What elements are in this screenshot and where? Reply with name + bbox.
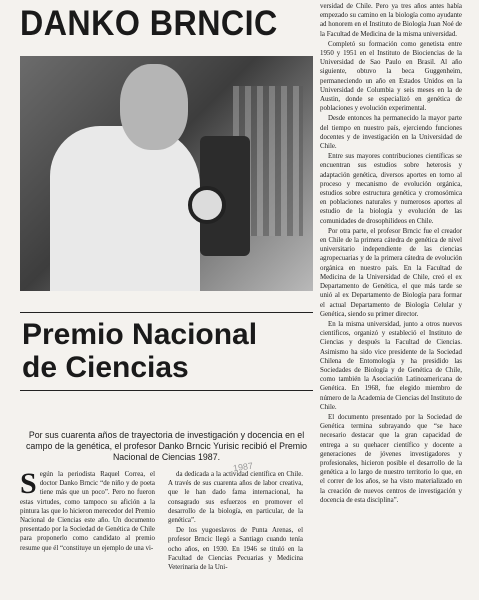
paragraph: De los yugoeslavos de Punta Arenas, el profesor Brncic llegó a Santiago cuando tenía ocho años, en 1930. En 1946 se tituló en la Facultad de Ciencias Pecuarias y Medicina Veterinaria de la Uni- — [168, 527, 303, 572]
paragraph: versidad de Chile. Pero ya tres años antes había empezado su camino en la biología como ayudante ad honorem en el Instituto de Biología Juan Noé de la Facultad de Medicina de la misma universidad. — [320, 3, 462, 38]
divider-bottom — [20, 390, 313, 391]
portrait-photo — [20, 56, 313, 291]
article-headline: DANKO BRNCIC — [20, 4, 278, 43]
paragraph: Entre sus mayores contribuciones científicas se encuentran sus estudios sobre heterosis y adaptación genética, diversos aportes en torno al proceso y mecanismo de evolución orgánica, estudios sobre estructura genética y cromosómica en poblaciones naturales y numerosos aportes al estudio de la biología y evolución de las comunidades de drosophilideos en Chile. — [320, 153, 462, 225]
paragraph: Completó su formación como genetista entre 1950 y 1951 en el Instituto de Biociencias de la Universidad de Sao Paulo en Brasil. Al año siguiente, obtuvo la beca Guggenheim, permaneciendo un año en Estados Unidos en la Universidad de Columbia y seis meses en la de Austin, donde se especializó en genética de poblaciones y evolución experimental. — [320, 40, 462, 113]
paragraph: egún la periodista Raquel Correa, el doctor Danko Brncic “de niño y de poeta tiene más que un poco”. Pero no fueron estas virtudes, como tampoco su afición a la pintura las que lo hicieron merecedor del Premio Nacional de Ciencias este año. Un documento presentado por la Sociedad de Genética de Chile para proponerlo como candidato al premio resume que él “constituye un ejemplo de una vi- — [20, 471, 155, 552]
lab-coat-shape — [50, 126, 200, 291]
article-column-2 — [168, 470, 303, 572]
article-dek: Por sus cuarenta años de trayectoria de investigación y docencia en el campo de la genética, el profesor Danko Brncic Yurisic recibió el Premio Nacional de Ciencias 1987. — [26, 430, 307, 462]
microscope-lens-shape — [188, 186, 226, 224]
handwritten-note: 1987 — [232, 460, 254, 474]
paragraph: Por otra parte, el profesor Brncic fue el creador en Chile de la primera cátedra de genética de nivel universitario independiente de las ciencias agropecuarias y de la primera cátedra de evolución orgánica en nuestro país. En la Facultad de Medicina de la Universidad de Chile, creó el ex Departamento de Genética, el que más tarde se unió al ex Departamento de Biología para formar el actual Departamento de Biología Celular y Genética, siendo su primer director. — [320, 227, 462, 318]
article-column-1 — [20, 467, 155, 553]
paragraph: El documento presentado por la Sociedad de Genética termina subrayando que “se hace necesario destacar que la gran capacidad de entrega a su quehacer científico y docente a generaciones de jóvenes investigadores y profesionales, hicieron posible el desarrollo de la genética a lo largo de nuestro territorio lo que, en el correr de los años, se ha visto materializado en la creación de nuevos centros de investigación y docencia de esta disciplina”. — [320, 413, 462, 504]
drop-cap: S — [20, 467, 37, 500]
scientist-head-shape — [120, 64, 188, 150]
award-title-line-2: de Ciencias — [22, 351, 189, 384]
award-title — [22, 319, 312, 383]
paragraph: Desde entonces ha permanecido la mayor parte del tiempo en nuestro país, ejerciendo funciones docentes y de investigación en la Universidad de Chile. — [320, 115, 462, 151]
article-column-3 — [320, 2, 462, 505]
award-title-line-1: Premio Nacional — [22, 318, 258, 351]
divider-top — [20, 312, 313, 313]
paragraph: En la misma universidad, junto a otros nuevos científicos, organizó y estableció el Instituto de Ciencias y después la Facultad de Ciencias. Asimismo ha sido vice presidente de la Sociedad Chilena de Entomología y ha presidido las Sociedades de Biología y de Genética de Chile, como también la Asociación Latinoamericana de Genética. En 1968, fue elegido miembro de número de la Academia de Ciencias del Instituto de Chile. — [320, 320, 462, 411]
paragraph: da dedicada a la actividad científica en Chile. A través de sus cuarenta años de labor creativa, que le han dado fama internacional, ha consagrado sus esfuerzos en promover el desarrollo de la biología, en particular, de la genética”. — [168, 471, 303, 525]
